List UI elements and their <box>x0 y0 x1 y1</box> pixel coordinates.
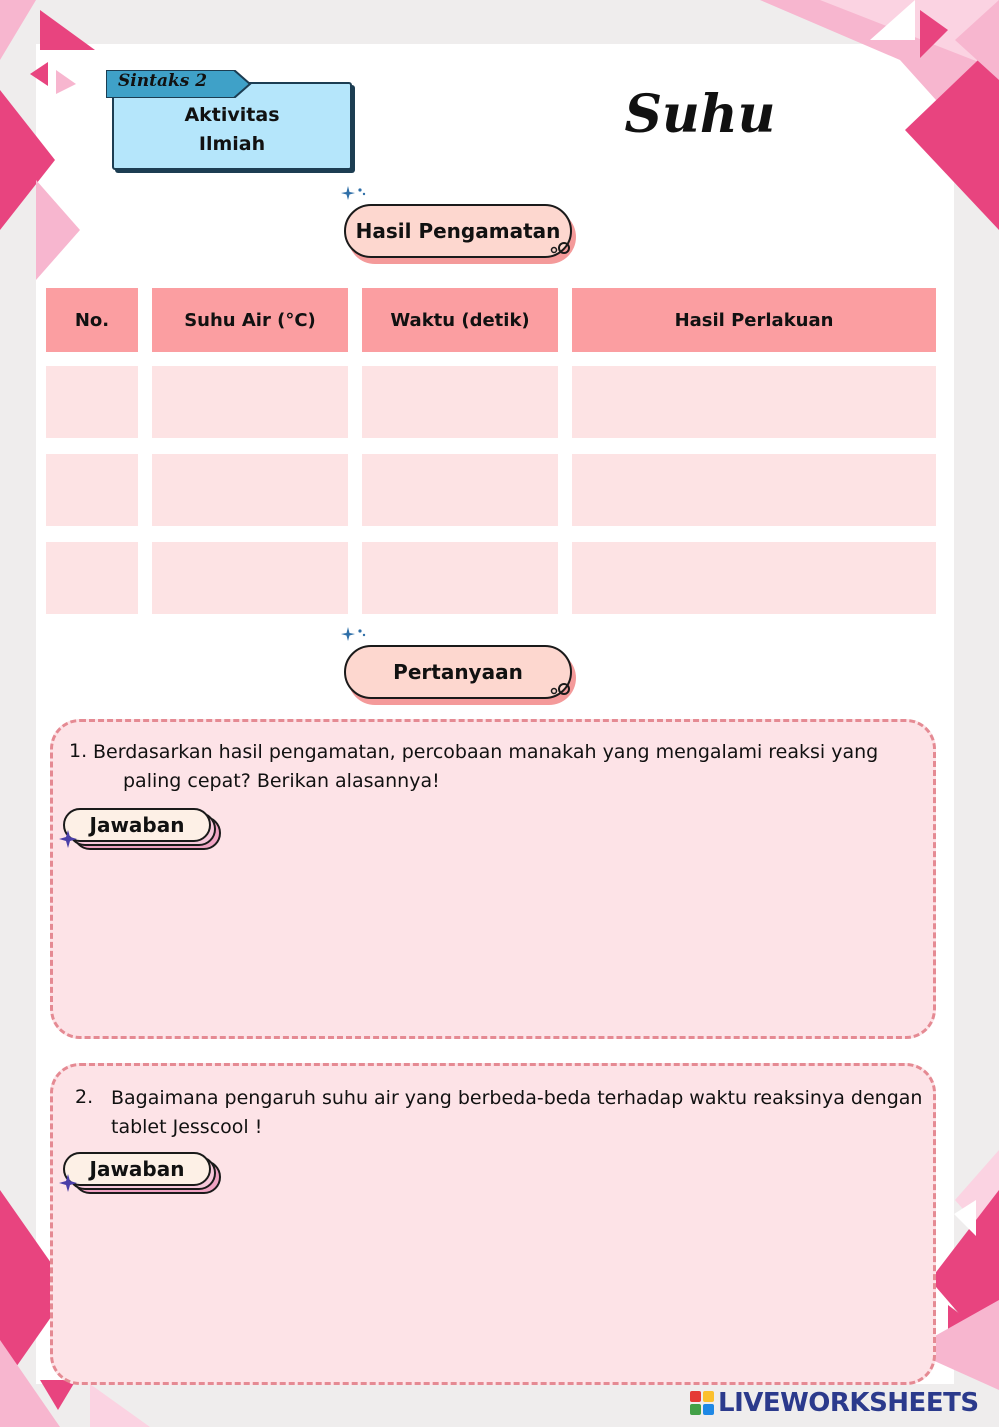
question-1-number: 1. <box>69 740 88 762</box>
questions-heading <box>344 641 584 711</box>
header-result: Hasil Perlakuan <box>572 288 936 352</box>
cell-result[interactable] <box>572 366 936 438</box>
sparkle-icon <box>336 625 376 655</box>
cell-time[interactable] <box>362 366 558 438</box>
cell-result[interactable] <box>572 454 936 526</box>
ring-icon <box>544 683 584 703</box>
answer-label-text: Jawaban <box>63 808 211 842</box>
cell-water-temp[interactable] <box>152 366 348 438</box>
star-icon <box>59 830 77 848</box>
header-water-temp: Suhu Air (°C) <box>152 288 348 352</box>
cell-no[interactable] <box>46 454 138 526</box>
question-1-line-1: Berdasarkan hasil pengamatan, percobaan manakah yang mengalami reaksi yang <box>93 741 879 763</box>
question-2-answer-label <box>63 1152 233 1198</box>
question-1-box <box>50 719 936 1039</box>
logo-grid-icon <box>690 1391 714 1415</box>
question-1-line-2: paling cepat? Berikan alasannya! <box>123 770 440 792</box>
ring-icon <box>544 242 584 262</box>
question-2-answer-area[interactable] <box>73 1206 913 1366</box>
questions-heading-label: Pertanyaan <box>344 645 572 699</box>
page-title: Suhu <box>624 84 776 145</box>
header-no: No. <box>46 288 138 352</box>
table-header-row <box>46 288 936 352</box>
badge-line-1: Aktivitas <box>184 104 280 126</box>
table-row <box>46 454 936 526</box>
observation-heading-label: Hasil Pengamatan <box>344 204 572 258</box>
sparkle-icon <box>336 184 376 214</box>
cell-time[interactable] <box>362 542 558 614</box>
cell-no[interactable] <box>46 542 138 614</box>
table-row <box>46 366 936 438</box>
sintaks-tag <box>106 70 252 98</box>
badge-line-2: Ilmiah <box>198 133 266 155</box>
cell-result[interactable] <box>572 542 936 614</box>
header-time: Waktu (detik) <box>362 288 558 352</box>
liveworksheets-logo[interactable] <box>690 1388 979 1418</box>
sintaks-label: Sintaks 2 <box>118 71 208 91</box>
cell-water-temp[interactable] <box>152 454 348 526</box>
question-1-answer-area[interactable] <box>73 862 913 1022</box>
cell-water-temp[interactable] <box>152 542 348 614</box>
answer-label-text: Jawaban <box>63 1152 211 1186</box>
logo-text: LIVEWORKSHEETS <box>718 1388 979 1418</box>
question-2-line-2: tablet Jesscool ! <box>111 1116 263 1138</box>
question-2-number: 2. <box>75 1086 94 1108</box>
table-row <box>46 542 936 614</box>
question-2-line-1: Bagaimana pengaruh suhu air yang berbeda-beda terhadap waktu reaksinya dengan <box>111 1087 923 1109</box>
star-icon <box>59 1174 77 1192</box>
observation-heading <box>344 200 584 270</box>
cell-time[interactable] <box>362 454 558 526</box>
cell-no[interactable] <box>46 366 138 438</box>
question-1-answer-label <box>63 808 233 854</box>
question-2-box <box>50 1063 936 1385</box>
